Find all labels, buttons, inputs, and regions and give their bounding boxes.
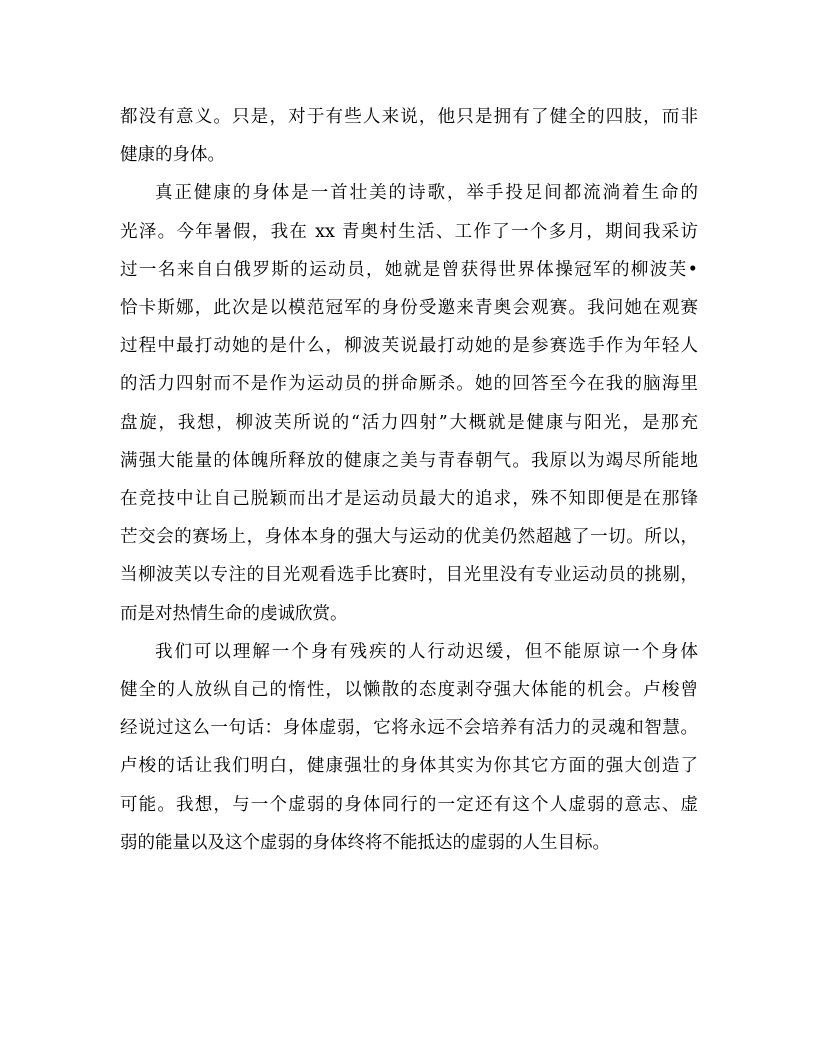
text-line: 在竞技中让自己脱颖而出才是运动员最大的追求，殊不知即便是在那锋 xyxy=(120,489,698,510)
text-line: 满强大能量的体魄所释放的健康之美与青春朝气。我原以为竭尽所能地 xyxy=(120,450,698,471)
text-line: 过程中最打动她的是什么，柳波芙说最打动她的是参赛选手作为年轻人 xyxy=(120,336,698,357)
text-line: 芒交会的赛场上，身体本身的强大与运动的优美仍然超越了一切。所以， xyxy=(120,527,698,548)
paragraph-1 xyxy=(120,98,698,174)
text-line: 过一名来自白俄罗斯的运动员，她就是曾获得世界体操冠军的柳波芙• xyxy=(120,259,698,280)
text-line: 当柳波芙以专注的目光观看选手比赛时，目光里没有专业运动员的挑剔， xyxy=(120,565,698,586)
body-text xyxy=(120,98,698,862)
text-line: 我们可以理解一个身有残疾的人行动迟缓，但不能原谅一个身体 xyxy=(155,641,698,662)
text-line: 的活力四射而不是作为运动员的拼命厮杀。她的回答至今在我的脑海里 xyxy=(120,374,698,395)
paragraph-2 xyxy=(120,174,698,632)
text-line: 弱的能量以及这个虚弱的身体终将不能抵达的虚弱的人生目标。 xyxy=(120,832,610,853)
text-line: 可能。我想，与一个虚弱的身体同行的一定还有这个人虚弱的意志、虚 xyxy=(120,794,698,815)
text-line: 而是对热情生命的虔诚欣赏。 xyxy=(120,603,348,624)
text-line: 真正健康的身体是一首壮美的诗歌，举手投足间都流淌着生命的 xyxy=(155,183,698,204)
text-line: 健全的人放纵自己的惰性，以懒散的态度剥夺强大体能的机会。卢梭曾 xyxy=(120,680,698,701)
text-line: 恰卡斯娜，此次是以模范冠军的身份受邀来青奥会观赛。我问她在观赛 xyxy=(120,298,698,319)
text-line: 卢梭的话让我们明白，健康强壮的身体其实为你其它方面的强大创造了 xyxy=(120,756,698,777)
text-line: 盘旋，我想，柳波芙所说的“活力四射”大概就是健康与阳光，是那充 xyxy=(120,412,698,433)
text-line: 经说过这么一句话：身体虚弱，它将永远不会培养有活力的灵魂和智慧。 xyxy=(120,718,698,739)
paragraph-3 xyxy=(120,633,698,862)
text-line: 光泽。今年暑假，我在 xx 青奥村生活、工作了一个多月，期间我采访 xyxy=(120,221,698,242)
text-line: 健康的身体。 xyxy=(120,145,225,166)
text-line: 都没有意义。只是，对于有些人来说，他只是拥有了健全的四肢，而非 xyxy=(120,107,698,127)
